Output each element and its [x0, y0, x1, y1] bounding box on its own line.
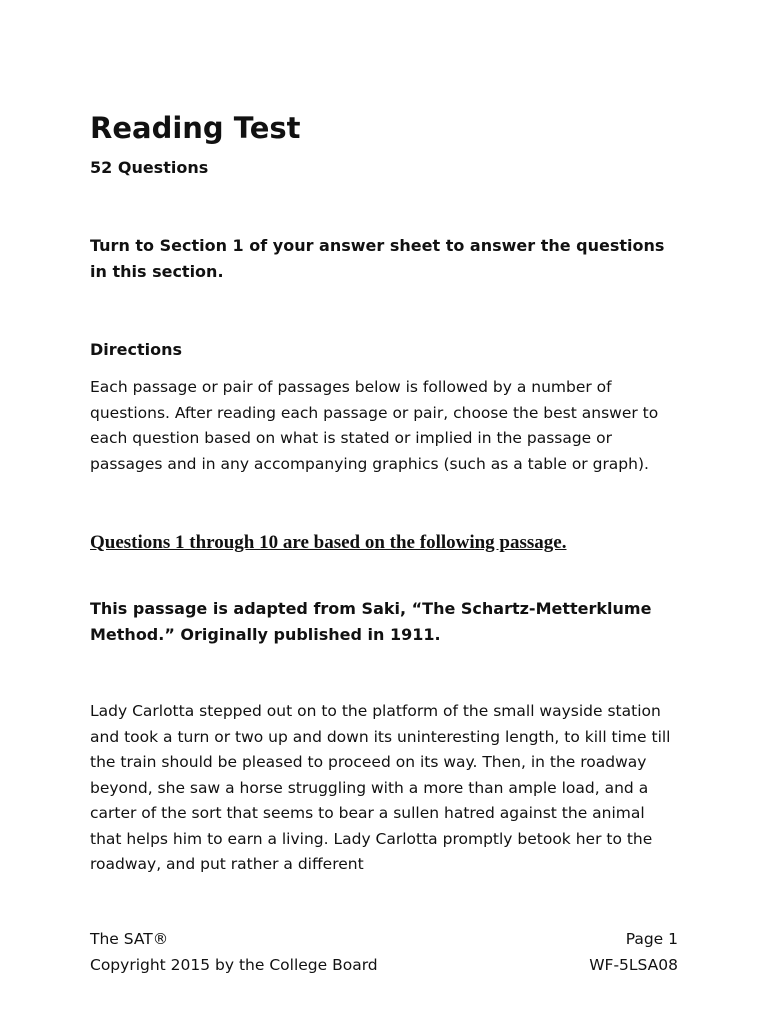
directions-body: Each passage or pair of passages below is followed by a number of questions. After reading each passage or pair, choose the best answer to each question based on what is stated or implied in the passage or passages and in any accompanying graphics (such as a table or graph).	[90, 378, 659, 473]
passage-intro: Questions 1 through 10 are based on the following passage.	[90, 532, 567, 553]
directions-heading: Directions	[90, 340, 183, 359]
page-content	[90, 108, 680, 878]
section-instruction: Turn to Section 1 of your answer sheet to answer the questions in this section.	[90, 236, 665, 281]
footer-copyright: Copyright 2015 by the College Board	[90, 955, 378, 974]
passage-text: Lady Carlotta stepped out on to the platform of the small wayside station and took a turn or two up and down its uninteresting length, to kill time till the train should be pleased to proceed on its way. Then, in the roadway beyond, she saw a horse struggling with a more than ample load, and a carter of the sort that seems to bear a sullen hatred against the animal that helps him to earn a living. Lady Carlotta promptly betook her to the roadway, and put rather a different	[90, 702, 671, 873]
page-title: Reading Test	[90, 111, 301, 145]
footer-brand: The SAT®	[90, 930, 169, 948]
footer-page-number: Page 1	[625, 930, 678, 948]
footer-row-2	[90, 953, 678, 979]
passage-source: This passage is adapted from Saki, “The Schartz-Metterklume Method.” Originally published in 1911.	[90, 599, 652, 644]
question-count: 52 Questions	[90, 158, 209, 177]
footer-row-1	[90, 927, 678, 953]
page-footer	[90, 927, 678, 978]
footer-form-code: WF-5LSA08	[589, 955, 678, 974]
